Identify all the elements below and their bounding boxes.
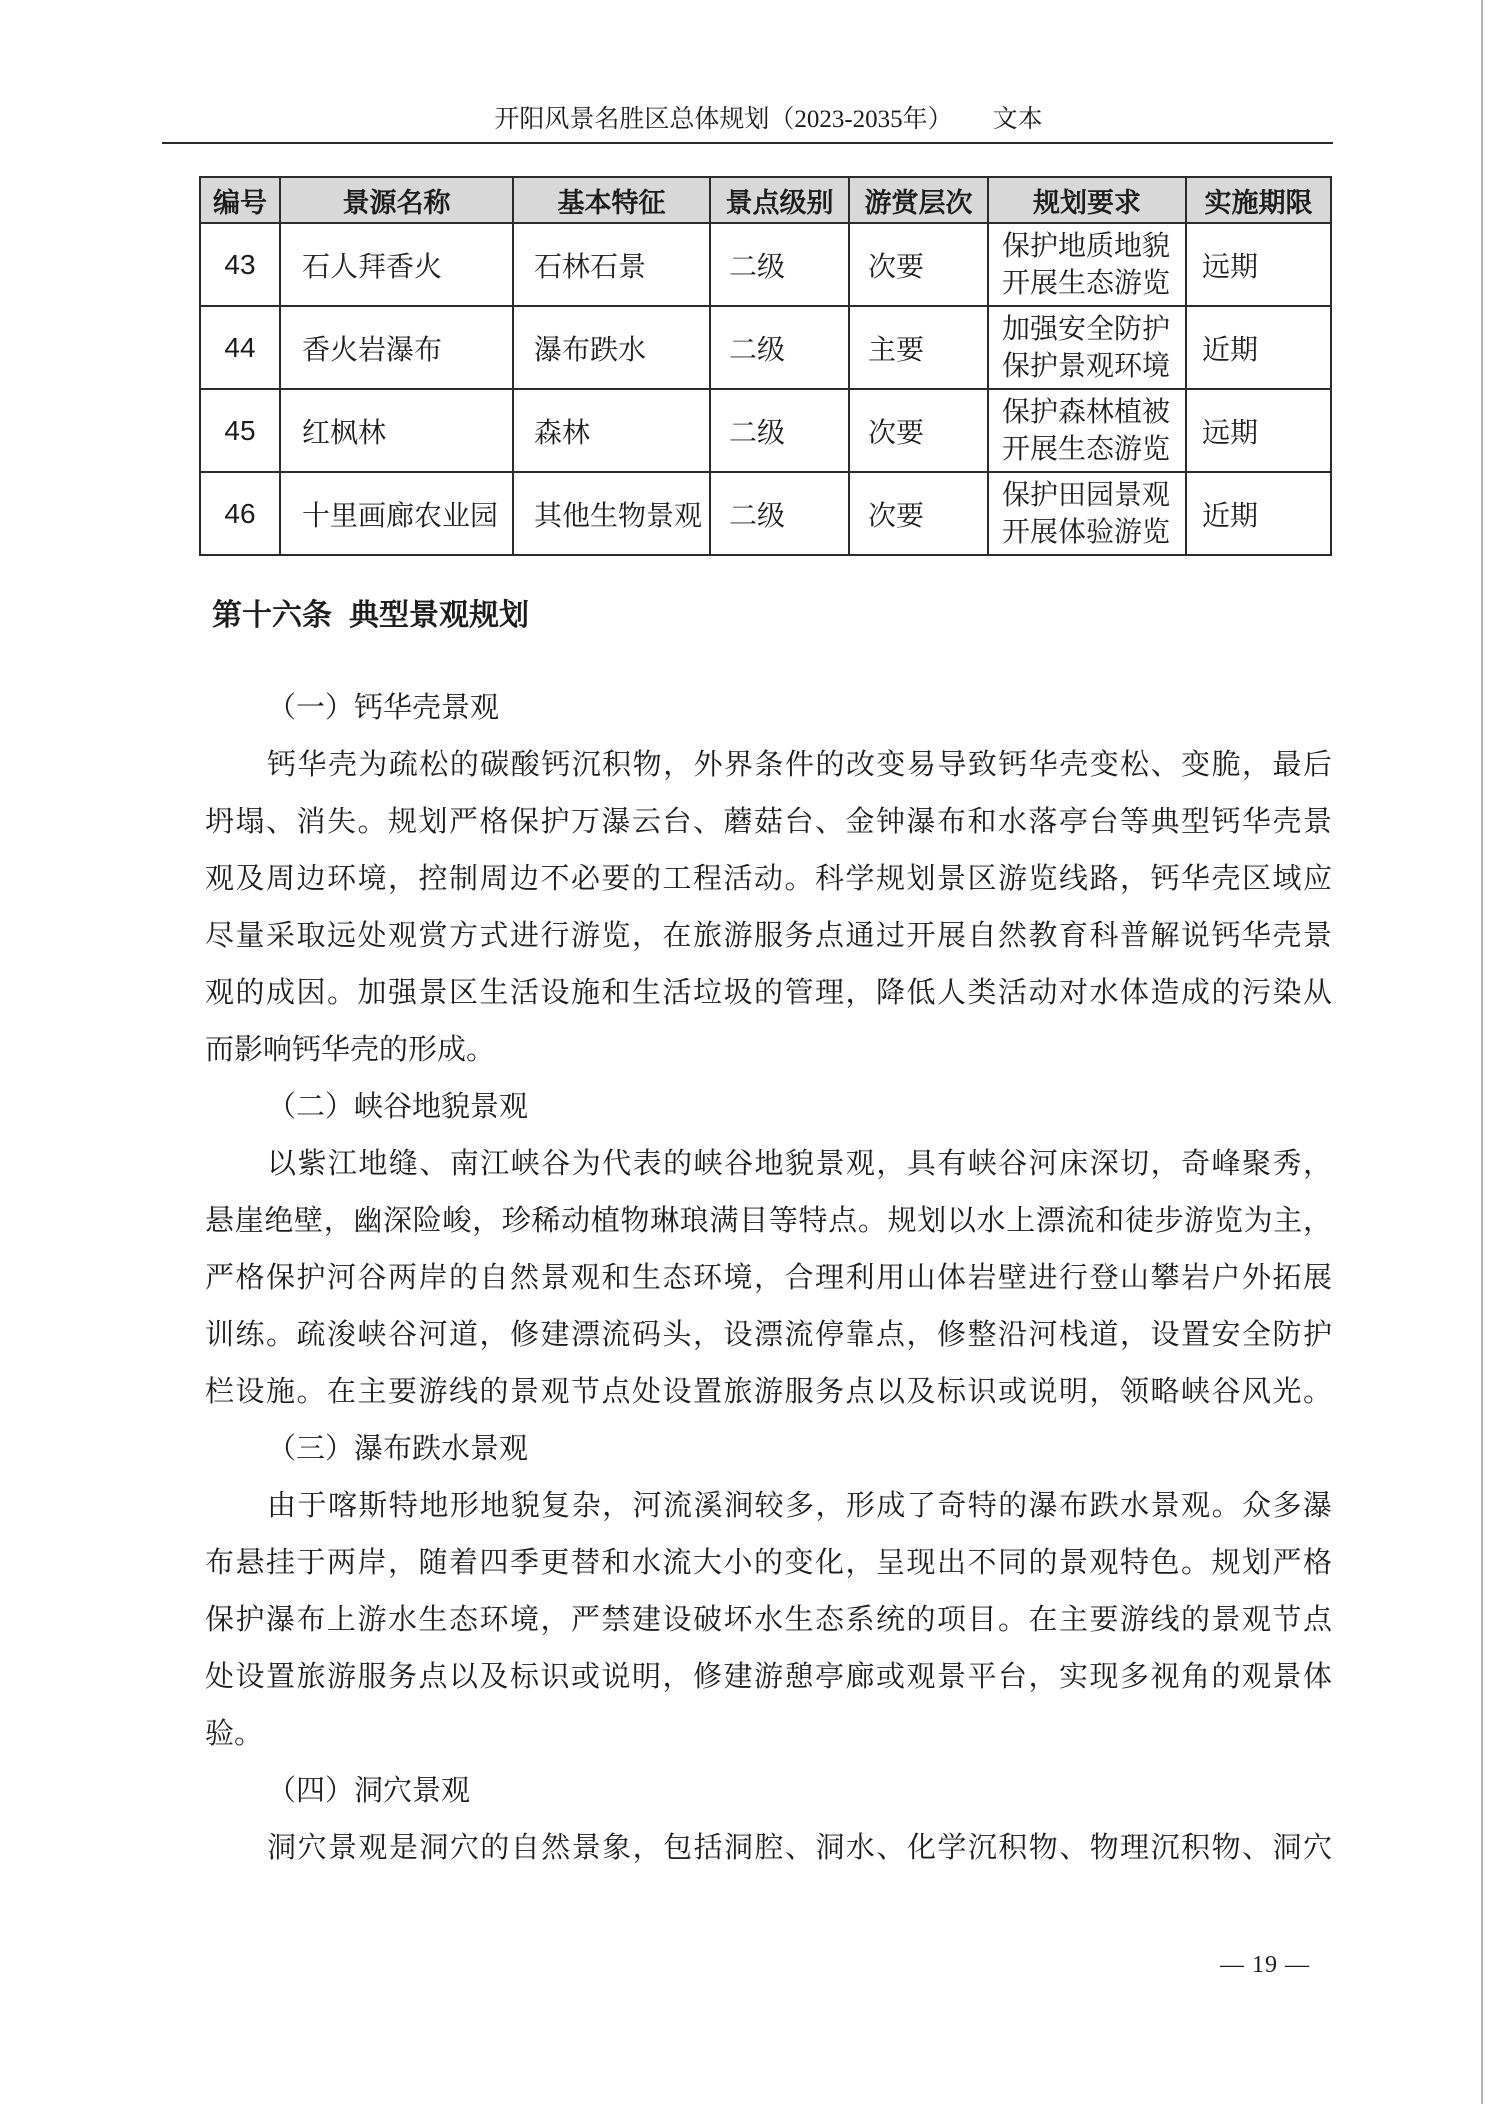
cell-level: 二级 (710, 306, 849, 389)
page-number: — 19 — (1220, 1952, 1310, 1978)
requirement-line: 加强安全防护 (1002, 313, 1171, 345)
cell-feature: 森林 (513, 389, 710, 472)
cell-layer: 次要 (849, 223, 988, 306)
header-title: 开阳风景名胜区总体规划（2023-2035年） (494, 106, 953, 133)
header-rule (162, 142, 1333, 144)
header-doc-type: 文本 (992, 106, 1043, 133)
sub-heading-line: （一）钙华壳景观 (267, 692, 500, 724)
cell-id: 45 (200, 389, 280, 472)
cell-feature: 其他生物景观 (513, 472, 710, 555)
column-header: 基本特征 (513, 177, 710, 223)
table-row (200, 472, 1331, 555)
table-body (200, 223, 1331, 555)
cell-requirements (988, 472, 1186, 555)
cell-name: 石人拜香火 (280, 223, 513, 306)
cell-period: 远期 (1186, 223, 1331, 306)
scan-edge-line (1481, 0, 1483, 2104)
cell-layer: 主要 (849, 306, 988, 389)
cell-level: 二级 (710, 472, 849, 555)
column-header: 游赏层次 (849, 177, 988, 223)
cell-requirements (988, 306, 1186, 389)
requirement-line: 开展体验游览 (1002, 516, 1171, 548)
requirement-line: 保护景观环境 (1002, 350, 1171, 382)
table-header-row (200, 177, 1331, 223)
cell-feature: 石林石景 (513, 223, 710, 306)
requirement-line: 开展生态游览 (1002, 433, 1171, 465)
column-header: 实施期限 (1186, 177, 1331, 223)
text-line: 布悬挂于两岸，随着四季更替和水流大小的变化，呈现出不同的景观特色。规划严格 (205, 1547, 1332, 1579)
cell-feature: 瀑布跌水 (513, 306, 710, 389)
article-number: 第十六条 (212, 599, 332, 632)
table-row (200, 306, 1331, 389)
text-line: 训练。疏浚峡谷河道，修建漂流码头，设漂流停靠点，修整沿河栈道，设置安全防护 (205, 1319, 1332, 1351)
cell-requirements (988, 223, 1186, 306)
cell-level: 二级 (710, 223, 849, 306)
cell-id: 46 (200, 472, 280, 555)
cell-name: 十里画廊农业园 (280, 472, 513, 555)
text-line: 而影响钙华壳的形成。 (205, 1034, 496, 1066)
requirement-line: 保护森林植被 (1002, 396, 1171, 428)
cell-id: 44 (200, 306, 280, 389)
text-line: 观及周边环境，控制周边不必要的工程活动。科学规划景区游览线路，钙华壳区域应 (205, 863, 1332, 895)
requirement-line: 开展生态游览 (1002, 267, 1171, 299)
text-line: 尽量采取远处观赏方式进行游览，在旅游服务点通过开展自然教育科普解说钙华壳景 (205, 920, 1332, 952)
cell-period: 近期 (1186, 306, 1331, 389)
sub-heading-line: （二）峡谷地貌景观 (267, 1091, 529, 1123)
cell-name: 香火岩瀑布 (280, 306, 513, 389)
column-header: 编号 (200, 177, 280, 223)
text-line: 洞穴景观是洞穴的自然景象，包括洞腔、洞水、化学沉积物、物理沉积物、洞穴 (267, 1832, 1332, 1864)
text-line: 严格保护河谷两岸的自然景观和生态环境，合理利用山体岩壁进行登山攀岩户外拓展 (205, 1262, 1332, 1294)
text-line: 由于喀斯特地形地貌复杂，河流溪涧较多，形成了奇特的瀑布跌水景观。众多瀑 (267, 1490, 1332, 1522)
cell-level: 二级 (710, 389, 849, 472)
column-header: 景点级别 (710, 177, 849, 223)
sub-heading-line: （四）洞穴景观 (267, 1775, 471, 1807)
page-header (205, 101, 1332, 139)
scenic-resources-table (199, 176, 1332, 556)
table-row (200, 223, 1331, 306)
text-line: 钙华壳为疏松的碳酸钙沉积物，外界条件的改变易导致钙华壳变松、变脆，最后 (267, 749, 1332, 781)
requirement-line: 保护地质地貌 (1002, 230, 1171, 262)
text-line: 验。 (205, 1718, 264, 1750)
body-text (205, 680, 1332, 1877)
requirement-line: 保护田园景观 (1002, 479, 1171, 511)
cell-requirements (988, 389, 1186, 472)
cell-name: 红枫林 (280, 389, 513, 472)
text-line: 坍塌、消失。规划严格保护万瀑云台、蘑菇台、金钟瀑布和水落亭台等典型钙华壳景 (205, 806, 1332, 838)
article-title: 典型景观规划 (349, 599, 529, 632)
text-line: 悬崖绝壁，幽深险峻，珍稀动植物琳琅满目等特点。规划以水上漂流和徒步游览为主， (205, 1205, 1332, 1237)
cell-period: 近期 (1186, 472, 1331, 555)
column-header: 景源名称 (280, 177, 513, 223)
article-heading (212, 594, 529, 638)
text-line: 栏设施。在主要游线的景观节点处设置旅游服务点以及标识或说明，领略峡谷风光。 (205, 1376, 1332, 1408)
sub-heading-line: （三）瀑布跌水景观 (267, 1433, 529, 1465)
text-line: 以紫江地缝、南江峡谷为代表的峡谷地貌景观，具有峡谷河床深切，奇峰聚秀， (267, 1148, 1332, 1180)
column-header: 规划要求 (988, 177, 1186, 223)
text-line: 观的成因。加强景区生活设施和生活垃圾的管理，降低人类活动对水体造成的污染从 (205, 977, 1332, 1009)
table-row (200, 389, 1331, 472)
cell-period: 远期 (1186, 389, 1331, 472)
cell-layer: 次要 (849, 389, 988, 472)
text-line: 处设置旅游服务点以及标识或说明，修建游憩亭廊或观景平台，实现多视角的观景体 (205, 1661, 1332, 1693)
text-line: 保护瀑布上游水生态环境，严禁建设破坏水生态系统的项目。在主要游线的景观节点 (205, 1604, 1332, 1636)
cell-layer: 次要 (849, 472, 988, 555)
cell-id: 43 (200, 223, 280, 306)
